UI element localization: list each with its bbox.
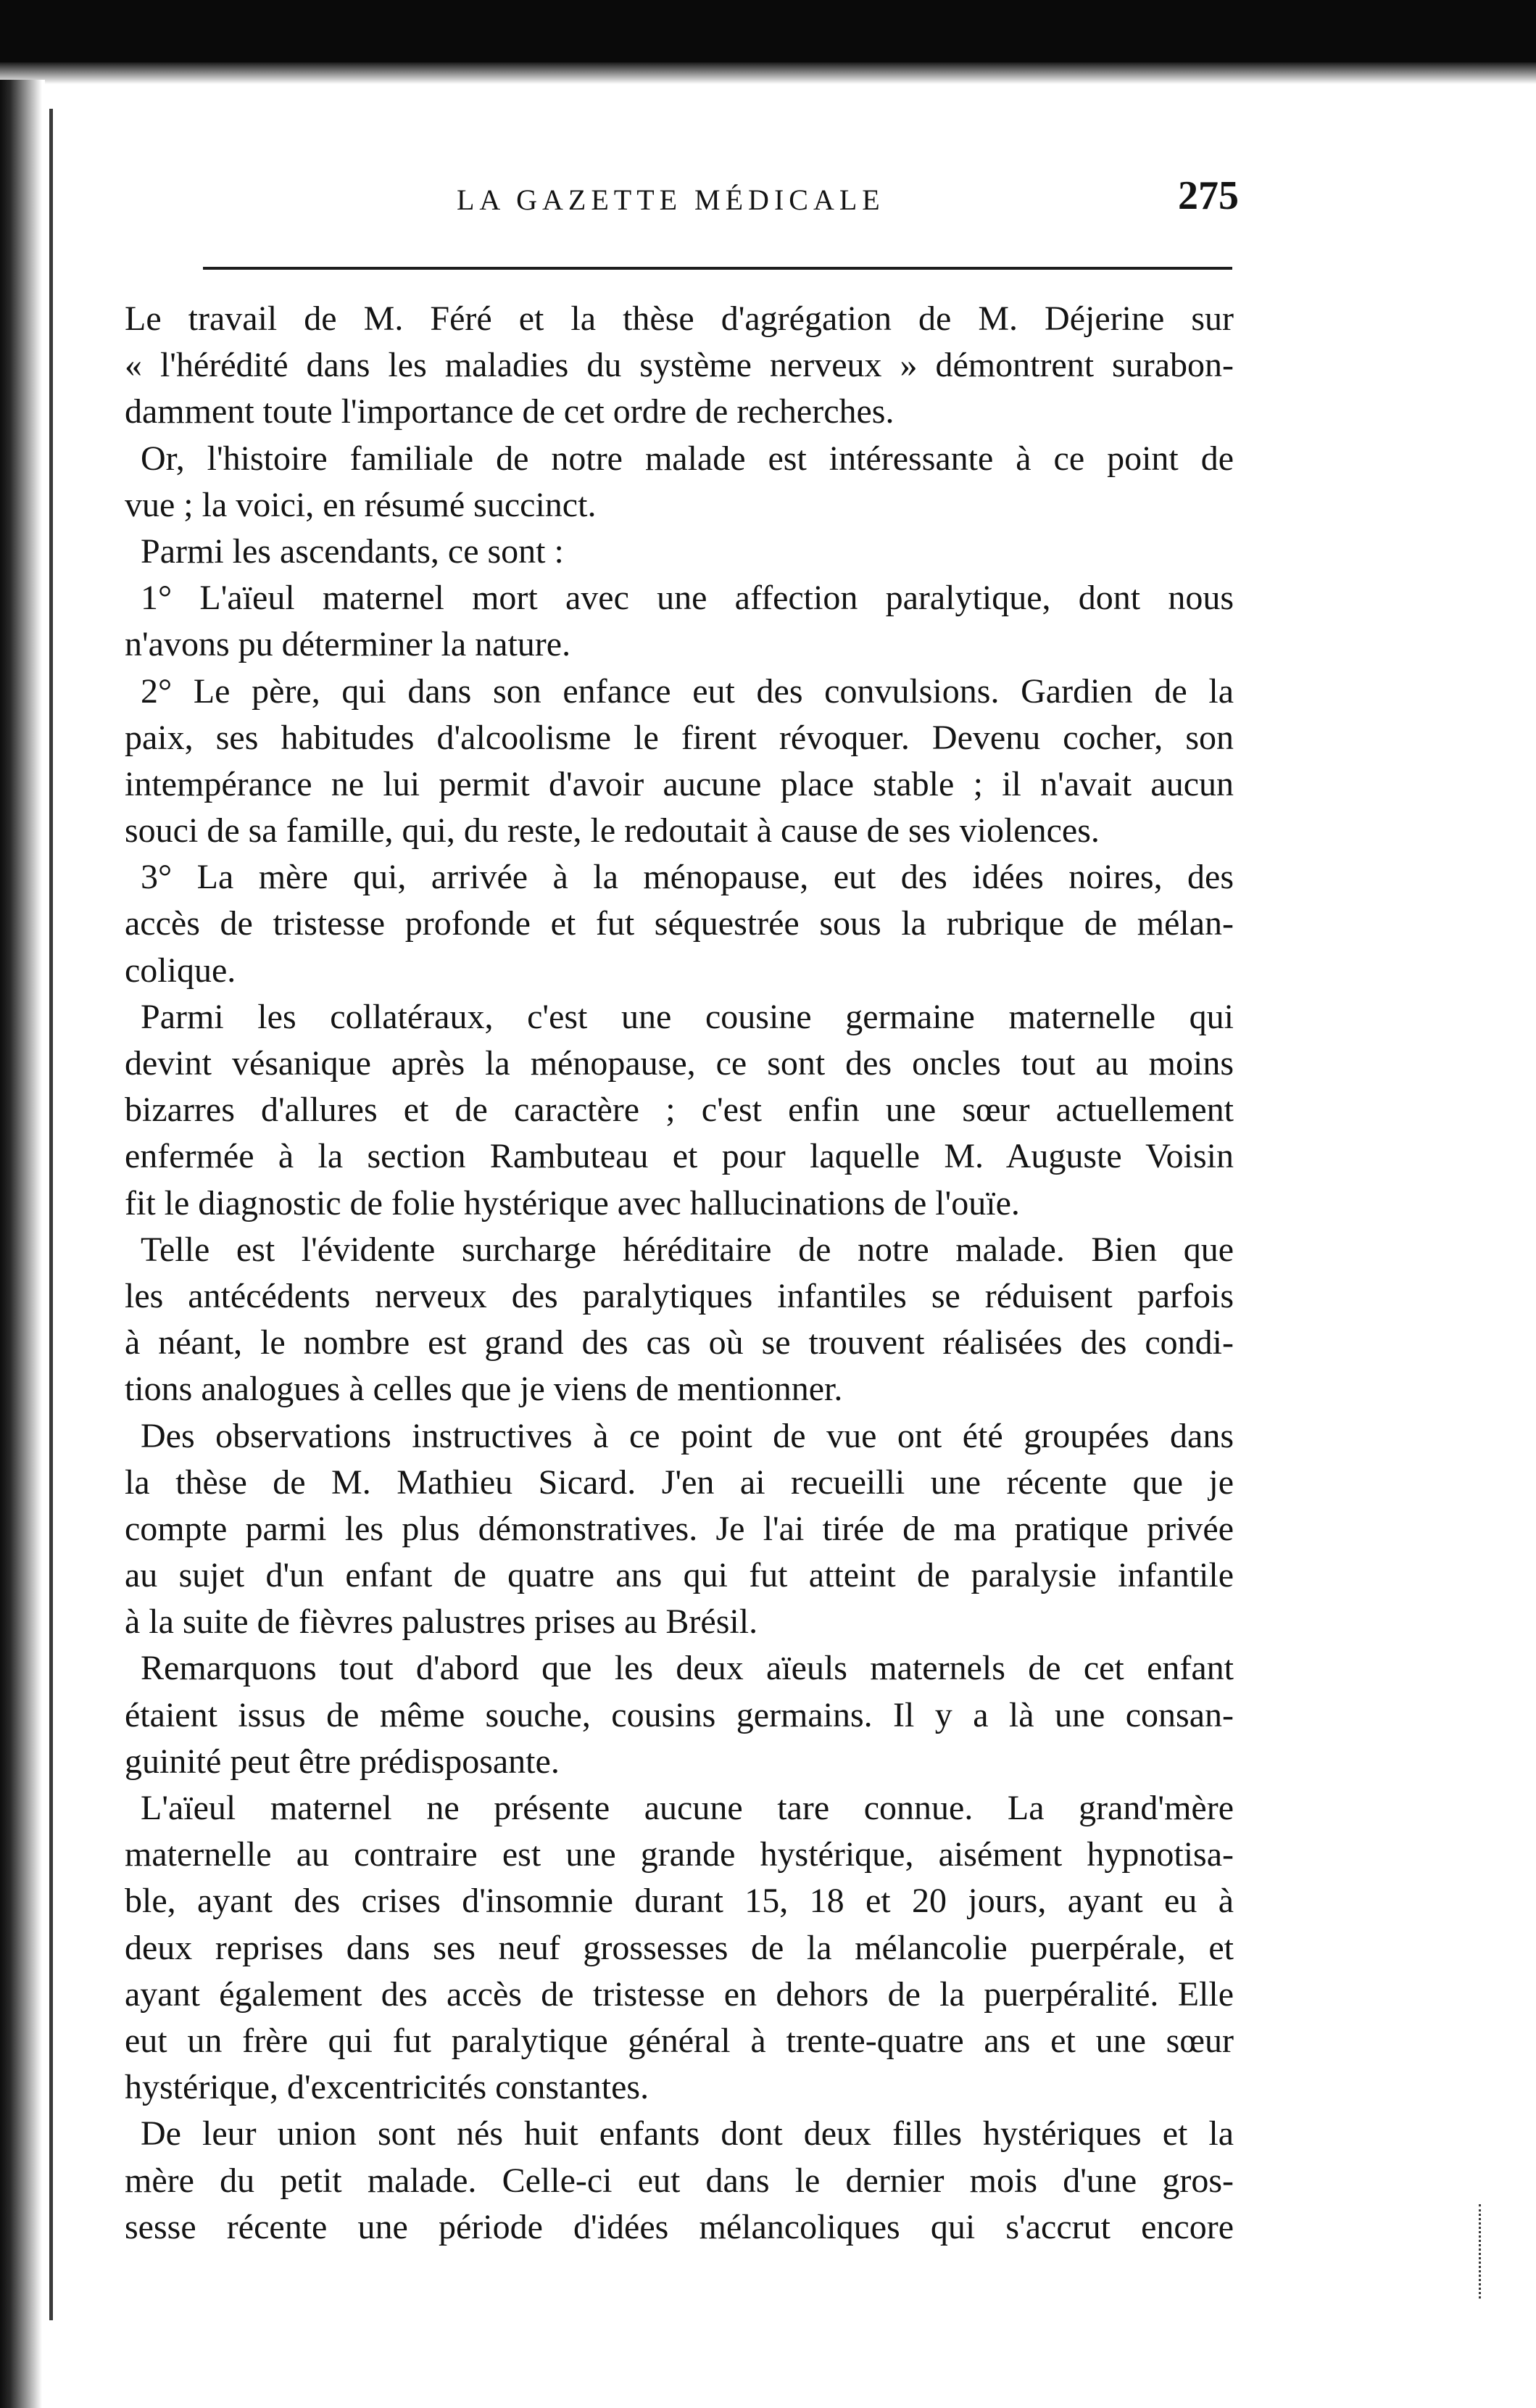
text-line: les antécédents nerveux des paralytiques infantiles se réduisent parfois [125,1276,1234,1315]
scan-left-rule [49,109,53,2320]
text-line: Parmi les collatéraux, c'est une cousine germaine maternelle qui [141,997,1234,1036]
text-line: bizarres d'allures et de caractère ; c'est enfin une sœur actuellement [125,1091,1234,1130]
text-line: « l'hérédité dans les maladies du système nerveux » démontrent surabon- [125,346,1234,385]
page-number: 275 [1178,173,1239,218]
text-line: Telle est l'évidente surcharge héréditaire de notre malade. Bien que [141,1230,1234,1269]
text-line: 2° Le père, qui dans son enfance eut des convulsions. Gardien de la [141,671,1234,711]
running-head: LA GAZETTE MÉDICALE [457,183,885,216]
scan-top-shadow [0,62,1536,84]
text-line: Le travail de M. Féré et la thèse d'agrégation de M. Déjerine sur [125,299,1234,338]
text-line: maternelle au contraire est une grande hystérique, aisément hypnotisa- [125,1835,1234,1874]
text-line: accès de tristesse profonde et fut séquestrée sous la rubrique de mélan- [125,904,1234,943]
text-line: souci de sa famille, qui, du reste, le redoutait à cause de ses violences. [125,811,1100,851]
text-line: colique. [125,951,236,990]
text-line: n'avons pu déterminer la nature. [125,625,571,664]
text-line: 3° La mère qui, arrivée à la ménopause, eut des idées noires, des [141,858,1234,897]
scan-binding-shadow [0,80,45,2408]
text-line: étaient issus de même souche, cousins germains. Il y a là une consan- [125,1695,1234,1734]
text-line: Parmi les ascendants, ce sont : [141,531,564,571]
text-line: paix, ses habitudes d'alcoolisme le firent révoquer. Devenu cocher, son [125,718,1234,757]
text-line: Des observations instructives à ce point de vue ont été groupées dans [141,1416,1234,1455]
text-line: deux reprises dans ses neuf grossesses de la mélancolie puerpérale, et [125,1928,1234,1967]
text-line: au sujet d'un enfant de quatre ans qui fut atteint de paralysie infantile [125,1556,1234,1595]
header-rule [203,267,1232,270]
text-line: fit le diagnostic de folie hystérique avec hallucinations de l'ouïe. [125,1183,1020,1222]
text-line: 1° L'aïeul maternel mort avec une affection paralytique, dont nous [141,579,1234,618]
text-line: L'aïeul maternel ne présente aucune tare connue. La grand'mère [141,1789,1234,1827]
text-line: enfermée à la section Rambuteau et pour laquelle M. Auguste Voisin [125,1137,1234,1176]
text-line: guinité peut être prédisposante. [125,1742,560,1781]
text-line: la thèse de M. Mathieu Sicard. J'en ai recueilli une récente que je [125,1462,1234,1502]
text-line: hystérique, d'excentricités constantes. [125,2068,649,2107]
text-line: Remarquons tout d'abord que les deux aïeuls maternels de cet enfant [141,1649,1234,1688]
text-line: Or, l'histoire familiale de notre malade est intéressante à ce point de [141,439,1234,478]
text-line: damment toute l'importance de cet ordre de recherches. [125,392,894,431]
text-line: ayant également des accès de tristesse en dehors de la puerpéralité. Elle [125,1974,1234,2014]
text-line: devint vésanique après la ménopause, ce sont des oncles tout au moins [125,1044,1234,1083]
scan-top-border [0,0,1536,62]
text-line: intempérance ne lui permit d'avoir aucune place stable ; il n'avait aucun [125,764,1234,803]
scan-edge-marks [1479,2204,1485,2299]
text-line: à néant, le nombre est grand des cas où se trouvent réalisées des condi- [125,1323,1234,1362]
text-line: à la suite de fièvres palustres prises au Brésil. [125,1602,758,1642]
text-line: compte parmi les plus démonstratives. Je l'ai tirée de ma pratique privée [125,1509,1234,1548]
text-line: mère du petit malade. Celle-ci eut dans le dernier mois d'une gros- [125,2161,1234,2200]
text-line: ble, ayant des crises d'insomnie durant 15, 18 et 20 jours, ayant eu à [125,1882,1234,1921]
text-line: vue ; la voici, en résumé succinct. [125,485,597,524]
body-text [125,296,1234,2251]
text-line: De leur union sont nés huit enfants dont deux filles hystériques et la [141,2114,1234,2153]
text-line: sesse récente une période d'idées mélancoliques qui s'accrut encore [125,2207,1234,2246]
text-line: eut un frère qui fut paralytique général à trente-quatre ans et une sœur [125,2021,1234,2060]
text-line: tions analogues à celles que je viens de mentionner. [125,1370,843,1409]
